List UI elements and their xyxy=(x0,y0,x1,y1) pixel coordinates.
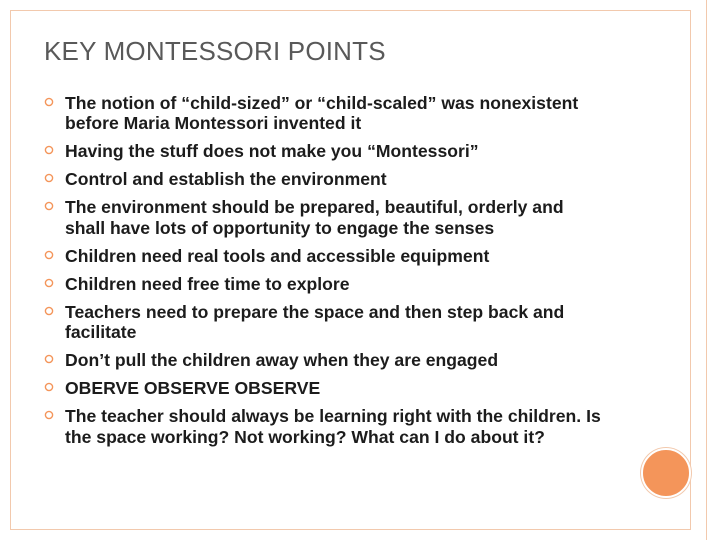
bullet-text: Having the stuff does not make you “Montessori” xyxy=(65,141,479,162)
hollow-circle-bullet-icon xyxy=(44,382,54,392)
bullet-item xyxy=(44,93,604,134)
bullet-text: OBERVE OBSERVE OBSERVE xyxy=(65,378,321,399)
slide-title: KEY MONTESSORI POINTS xyxy=(44,36,386,66)
decorative-orange-circle xyxy=(641,448,691,498)
bullet-text: Children need free time to explore xyxy=(65,273,350,294)
bullet-text: Children need real tools and accessible equipment xyxy=(65,245,490,266)
bullet-text: The teacher should always be learning right with the children. Is the space working? Not working? What can I do about it? xyxy=(65,406,601,447)
bullet-item xyxy=(44,141,604,161)
bullet-item xyxy=(44,378,604,398)
bullet-item xyxy=(44,406,604,447)
right-edge-line xyxy=(706,0,707,540)
bullet-item xyxy=(44,197,604,238)
bullet-text: The notion of “child-sized” or “child-scaled” was nonexistent before Maria Montessori invented it xyxy=(65,93,579,134)
bullet-text: Don’t pull the children away when they are engaged xyxy=(65,350,499,371)
bullet-list xyxy=(44,93,604,455)
hollow-circle-bullet-icon xyxy=(44,145,54,155)
bullet-item xyxy=(44,169,604,189)
bullet-text: Teachers need to prepare the space and then step back and facilitate xyxy=(65,301,565,343)
hollow-circle-bullet-icon xyxy=(44,410,54,420)
bullet-text: Control and establish the environment xyxy=(65,169,387,190)
hollow-circle-bullet-icon xyxy=(44,306,54,316)
bullet-text: The environment should be prepared, beautiful, orderly and shall have lots of opportunity to engage the senses xyxy=(65,197,564,238)
bullet-item xyxy=(44,302,604,343)
hollow-circle-bullet-icon xyxy=(44,250,54,260)
bullet-item xyxy=(44,350,604,370)
hollow-circle-bullet-icon xyxy=(44,173,54,183)
hollow-circle-bullet-icon xyxy=(44,354,54,364)
bullet-item xyxy=(44,274,604,294)
hollow-circle-bullet-icon xyxy=(44,201,54,211)
bullet-item xyxy=(44,246,604,266)
hollow-circle-bullet-icon xyxy=(44,278,54,288)
hollow-circle-bullet-icon xyxy=(44,97,54,107)
